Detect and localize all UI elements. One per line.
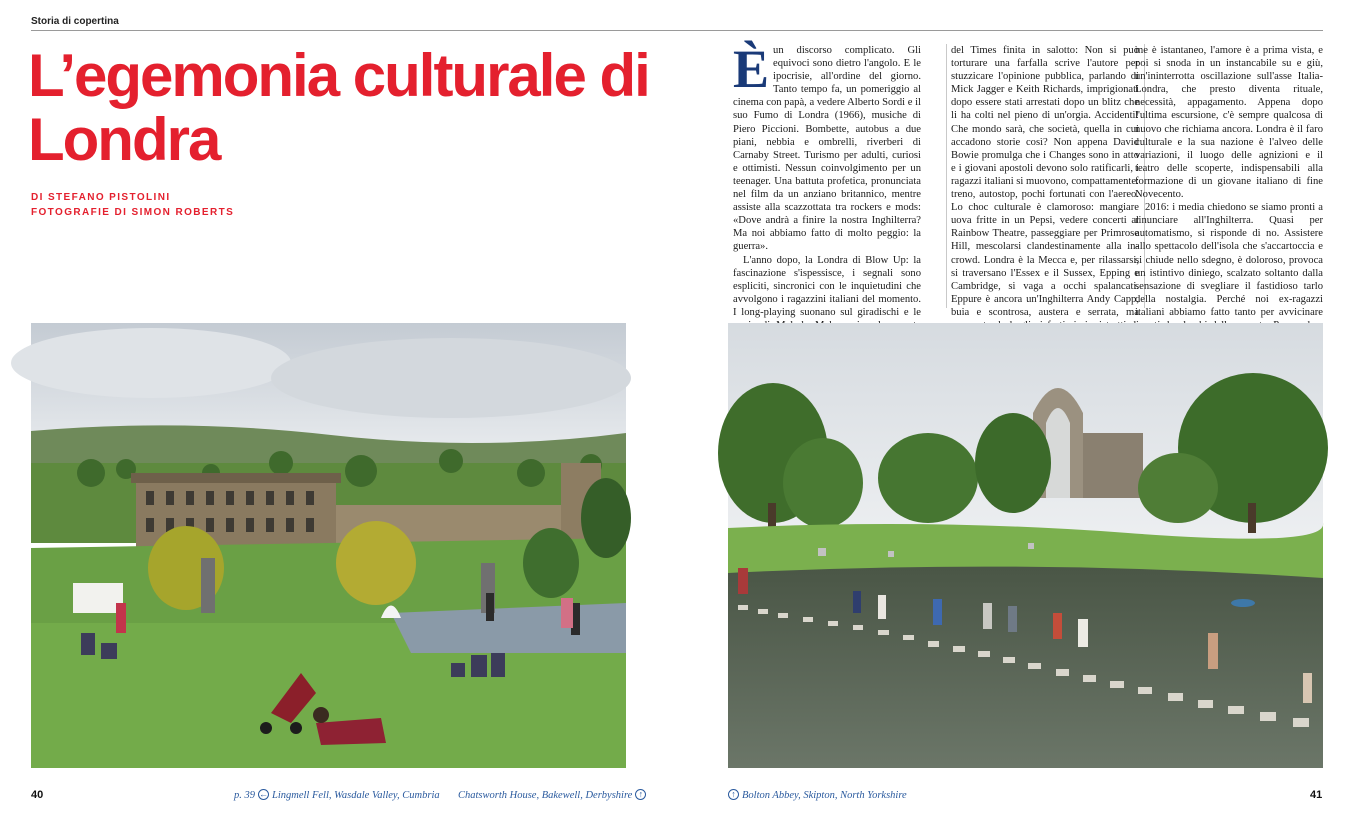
byline-author: DI STEFANO PISTOLINI [31,192,171,203]
article-paragraph: del Times finita in salotto: Non si può torturare una farfalla scrive l'autore per stuzzicare l'opinione pubblica, parlando di Mick Jagger e Keith Richards, imprigionati dopo essere stati arrestati dopo un blitz che li ha colti nel pieno di un'orgia. Accidenti! Che mondo sarà, che società, quella in cui accadono storie così? Non appena David Bowie promulga che i Changes sono in atto e i giovani apostoli devono solo ratificarli, i ragazzi italiani si muovono, compattamente: treno, autostop, pochi fortunati con l'aereo. Lo choc culturale è clamoroso: mangiare uova fritte in un Pepsi, vedere concerti al Rainbow Theatre, passeggiare per Primrose Hill, mescolarsi clandestinamente alla in-crowd. Londra è la Mecca e, per rilassarsi, si traversano l'Essex e il Sussex, Epping e Cambridge, si vaga a occhi spalancati. Eppure è ancora un'Inghilterra Andy Capp, buia e scontrosa, austera e serrata, ma [951,45,1139,318]
arrow-left-icon: ← [259,789,268,799]
article-column-2 [951,44,1139,318]
article-column-1 [733,39,921,318]
page-number-left: 40 [31,789,44,801]
caption-right-location: Bolton Abbey, Skipton, North Yorkshire [742,790,907,801]
photo-chatsworth-house [31,323,626,768]
arrow-up-icon: ↑ [635,789,646,800]
caption-prev-location: Lingmell Fell, Wasdale Valley, Cumbria [272,790,440,801]
article-column-3 [1135,44,1323,318]
caption-previous-page [234,789,440,801]
caption-left-location: Chatsworth House, Bakewell, Derbyshire [458,790,633,801]
byline-photographer: FOTOGRAFIE DI SIMON ROBERTS [31,207,235,218]
article-paragraph: L'anno dopo, la Londra di Blow Up: la fascinazione s'ispessisce, i segnali sono espliciti, sincronici con le inquietudini che avvolgono i ragazzini italiani del momento. I long-playing suonano sul giradischi e le [733,254,921,318]
arrow-up-icon: ↑ [728,789,739,800]
article-paragraph: me è istantaneo, l'amore è a prima vista, e poi si snoda in un instancabile su e giù, un'ininterrotta oscillazione sull'asse Italia-Londra, che presto diventa rituale, necessità, appagamento. Appena dopo l'ultima escursione, c'è sempre qualcosa di nuovo che richiama ancora. Londra è il faro culturale e la sua nazione è l'alveo delle variazioni, il luogo delle agnizioni e il teatro delle scoperte, indispensabili alla formazione di un giovane italiano di fine Novecento. [1135,45,1323,201]
page-number-right: 41 [1310,789,1323,801]
caption-left-photo [458,789,649,801]
drop-cap: È [733,39,770,99]
article-paragraph: 2016: i media chiedono se siamo pronti a rinunciare all'Inghilterra. Quasi per automatismo, si risponde di no. Assistere allo spettacolo dell'isola che s'accartoccia e si chiude nello sdegno, è doloroso, provoca un istintivo diniego, scalzato soltanto dalla sensazione di svegliare il fastidioso tarlo della nostalgia. Perché noi ex-ragazzi italiani abbiamo fatto tanto per avvicinare [1135,202,1323,318]
top-rule [31,30,1323,31]
headline: L’egemonia culturale di Londra [28,42,649,173]
article-paragraph: Èun discorso complicato. Gli equivoci sono dietro l'angolo. E le ipocrisie, all'ordine del giorno. Tanto tempo fa, un pomeriggio al cinema con papà, a vedere Alberto Sordi e il suo Fumo di Londra (1966), musiche di Piero Piccioni. Bombette, autobus a due piani, nebbia e ombrelli, riverberi di Carnaby Street. Turismo per adulti, curiosi e ottimisti. Nessun coinvolgimento per un teenager. Una battuta profetica, pronunciata nel film da un anziano britannico, mentre assiste alla scazzottata tra rockers e mods: «Dove andrà a finire la nostra Inghilterra? Ma noi abbiamo fatto di molto peggio: la guerra». [733,39,921,253]
photo-bolton-abbey [728,323,1323,768]
column-divider [946,44,947,308]
section-label: Storia di copertina [31,16,119,27]
caption-prev-ref: p. 39 [234,790,255,801]
caption-right-photo [728,789,907,801]
